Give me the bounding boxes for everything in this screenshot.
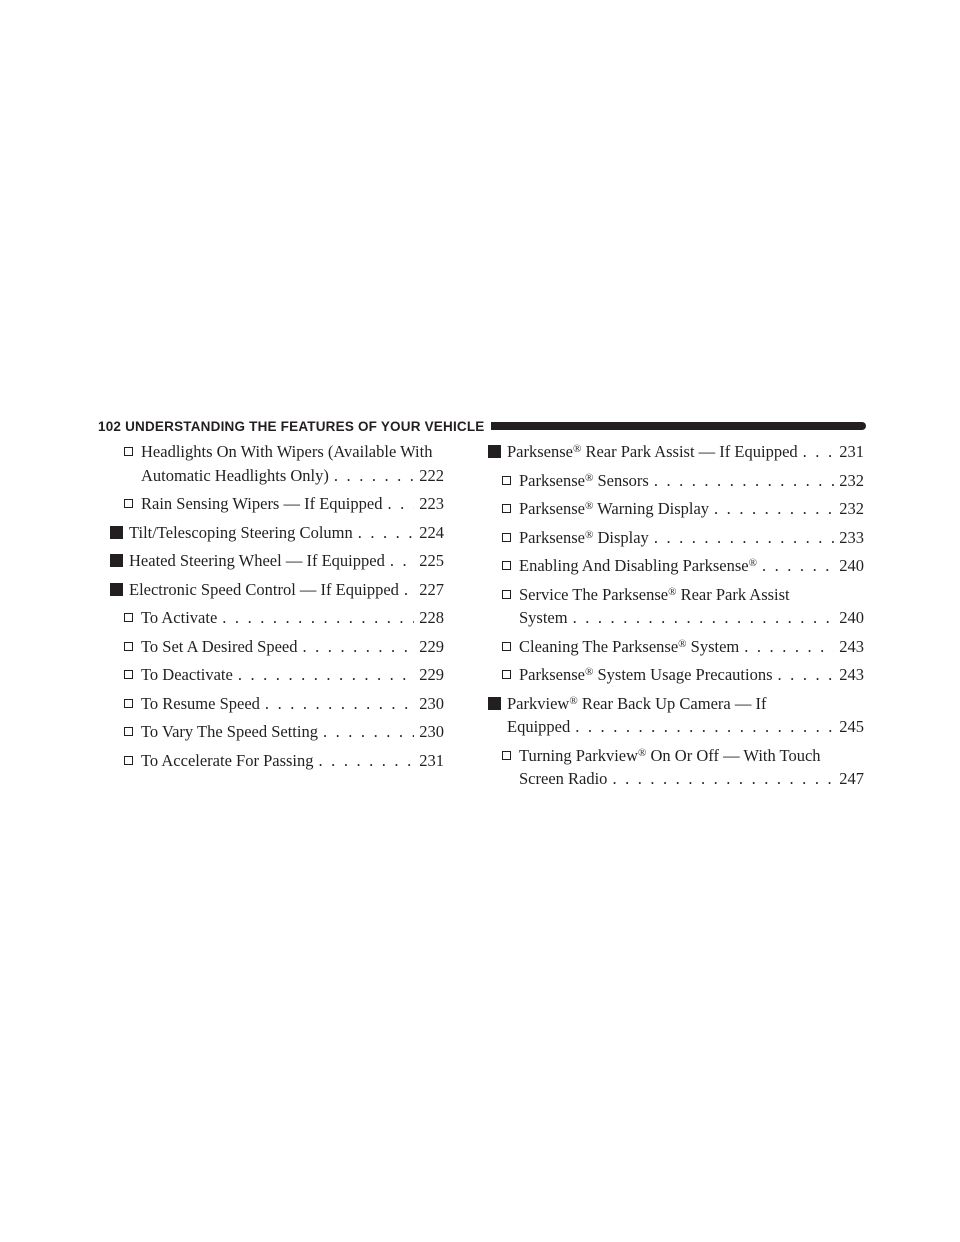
dot-leader [222,606,414,630]
dot-leader [778,663,835,687]
dot-leader [612,767,834,791]
toc-entry-title: Heated Steering Wheel — If Equipped [129,551,385,570]
toc-page-number: 230 [419,693,444,713]
toc-entry-title: To Vary The Speed Setting [141,722,318,741]
toc-page-number: 233 [839,527,864,547]
toc-page-number: 229 [419,665,444,684]
toc-entry-title: Electronic Speed Control — If Equipped [129,579,399,599]
toc-page-number: 245 [839,717,864,736]
dot-leader [714,497,834,521]
toc-entry-title: Parksense® Display [519,527,649,547]
dot-leader [238,663,414,687]
registered-mark: ® [584,500,594,512]
toc-entry-title: System [519,608,568,627]
toc-entry[interactable] [502,583,864,630]
toc-entry-title: Automatic Headlights Only) [141,465,329,485]
toc-page-number: 240 [839,556,864,575]
dot-leader [334,464,414,488]
dot-leader [358,521,415,545]
toc-entry-title: Rain Sensing Wipers — If Equipped [141,494,383,513]
toc-entry-title: Turning Parkview® On Or Off — With Touch [519,745,821,765]
registered-mark: ® [678,637,687,650]
toc-entry[interactable] [124,663,444,687]
toc-entry[interactable] [502,635,864,659]
dot-leader [803,440,835,464]
chapter-title: UNDERSTANDING THE FEATURES OF YOUR VEHICLE [125,419,485,434]
toc-entry-title: Screen Radio [519,769,608,788]
toc-entry-title: To Set A Desired Speed [141,636,298,656]
toc-entry[interactable] [124,492,444,516]
toc-page-number: 240 [839,608,864,627]
registered-mark: ® [584,471,594,484]
toc-entry[interactable] [110,549,444,573]
toc-entry[interactable] [124,720,444,744]
toc-entry[interactable] [502,744,864,791]
toc-page-number: 223 [419,494,444,513]
toc-entry[interactable] [502,497,864,521]
toc-entry[interactable] [488,440,864,464]
registered-mark: ® [584,528,594,541]
toc-entry-title: To Deactivate [141,665,233,684]
dot-leader [654,526,834,550]
toc-page-number: 243 [839,636,864,656]
toc-entry-title: Cleaning The Parksense® System [519,636,740,656]
header-label [98,418,491,436]
dot-leader [387,492,414,516]
toc-page-number: 229 [419,636,444,656]
dot-leader [575,715,834,739]
toc-entry-title: Enabling And Disabling Parksense® [519,556,757,575]
toc-page-number: 232 [839,499,864,518]
toc-right-column [488,440,864,796]
toc-entry[interactable] [502,663,864,687]
toc-entry[interactable] [110,521,444,545]
dot-leader [390,549,414,573]
dot-leader [323,720,414,744]
toc-page-number: 222 [419,465,444,485]
page-number: 102 [98,419,122,434]
registered-mark: ® [584,666,594,678]
toc-entry[interactable] [124,749,444,773]
toc-entry[interactable] [488,692,864,739]
toc-entry[interactable] [124,606,444,630]
toc-entry[interactable] [502,469,864,493]
toc-entry-title: Tilt/Telescoping Steering Column [129,522,353,542]
toc-entry-title: To Resume Speed [141,693,260,713]
toc-entry-title: Parksense® Warning Display [519,499,710,518]
toc-entry-title: To Accelerate For Passing [141,750,314,770]
dot-leader [762,554,834,578]
toc-entry[interactable] [502,526,864,550]
registered-mark: ® [748,557,757,569]
toc-page-number: 247 [839,769,864,788]
toc-page-number: 231 [839,442,864,461]
toc-entry-title: To Activate [141,608,218,627]
toc-page-number: 231 [419,750,444,770]
toc-page-number: 225 [419,551,444,570]
toc-entry[interactable] [110,578,444,602]
dot-leader [654,469,834,493]
toc-entry[interactable] [124,692,444,716]
toc-page-number: 230 [419,722,444,741]
toc-page-number: 243 [839,665,864,684]
toc-page-number: 224 [419,522,444,542]
toc-page-number: 227 [419,579,444,599]
registered-mark: ® [569,694,578,707]
registered-mark: ® [572,443,582,455]
dot-leader [404,578,414,602]
toc-entry[interactable] [502,554,864,578]
dot-leader [265,692,414,716]
toc-entry-title: Headlights On With Wipers (Available With [141,442,433,461]
toc-page-number: 228 [419,608,444,627]
toc-entry-title: Parkview® Rear Back Up Camera — If [507,693,767,713]
toc-entry-title: Parksense® Rear Park Assist — If Equipped [507,442,798,461]
toc-entry-title: Parksense® System Usage Precautions [519,665,773,684]
toc-page-number: 232 [839,470,864,490]
toc-left-column [110,440,444,777]
toc-entry-title: Parksense® Sensors [519,470,649,490]
running-header [98,418,866,436]
toc-entry[interactable] [124,635,444,659]
toc-entry-title: Service The Parksense® Rear Park Assist [519,584,790,604]
dot-leader [744,635,834,659]
dot-leader [319,749,415,773]
registered-mark: ® [638,746,647,759]
dot-leader [303,635,415,659]
registered-mark: ® [668,585,677,598]
toc-entry[interactable] [124,440,444,487]
toc-entry-title: Equipped [507,717,571,736]
dot-leader [573,606,835,630]
